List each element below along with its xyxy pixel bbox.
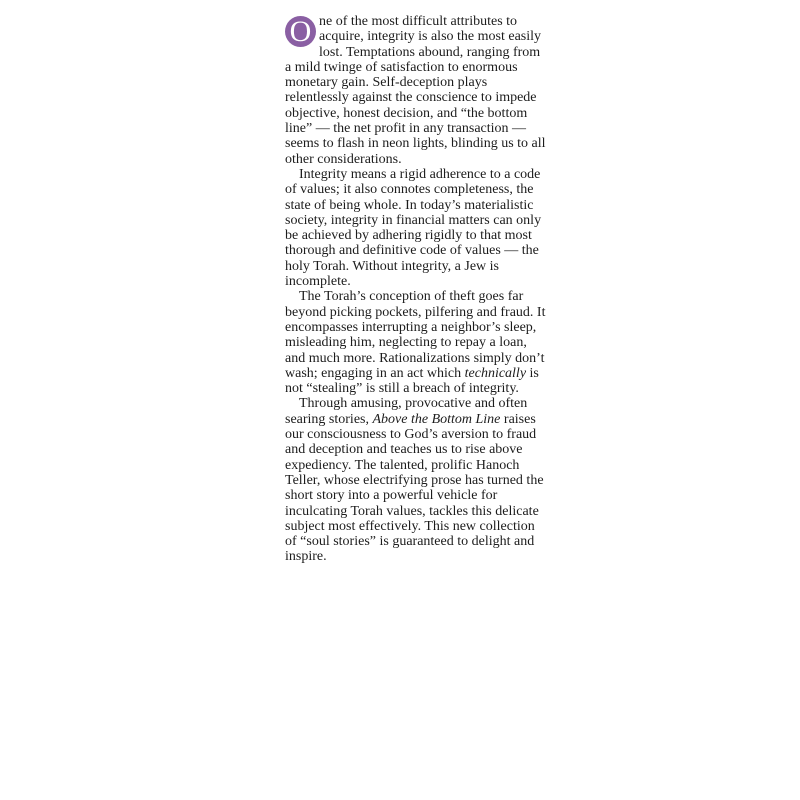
paragraph-3-text-after: is not “stealing” is still a breach of integrity.	[285, 365, 539, 397]
book-title: Above the Bottom Line	[372, 411, 501, 427]
paragraph-3	[285, 289, 547, 396]
article-column	[285, 14, 547, 565]
paragraph-2-text: Integrity means a rigid adherence to a code of values; it also connotes completeness, the state of being whole. In today’s materialistic society, integrity in financial matters can only be achieved by adhering rigidly to that most thorough and definitive code of values — the holy Torah. Without integrity, a Jew is incomplete.	[285, 166, 542, 290]
paragraph-3-text-before: The Torah’s conception of theft goes far beyond picking pockets, pilfering and fraud. It encompasses interrupting a neighbor’s sleep, misleading him, neglecting to repay a loan, and much more. Rationalizations simply don’t wash; engaging in an act which	[285, 289, 546, 381]
paragraph-2	[285, 167, 547, 289]
drop-cap: O	[285, 16, 316, 47]
paragraph-1	[285, 14, 547, 167]
paragraph-3-italic: technically	[464, 365, 527, 381]
paragraph-4-text-before: Through amusing, provocative and often searing stories,	[285, 396, 528, 427]
paragraph-4-text-after: raises our consciousness to God’s aversion to fraud and deception and teaches us to rise above expediency. The talented, prolific Hanoch Teller, whose electrifying prose has turned the short story into a powerful vehicle for inculcating Torah values, tackles this delicate subject most effectively. This new collection of “soul stories” is guaranteed to delight and inspire.	[285, 411, 544, 565]
paragraph-4	[285, 396, 547, 564]
paragraph-1-text: ne of the most difficult attributes to acquire, integrity is also the most easily lost. Temptations abound, ranging from a mild twinge of satisfaction to enormous monetary gain. Self-deception plays relentlessly against the conscience to impede objective, honest decision, and “the bottom line” — the net profit in any transaction — seems to flash in neon lights, blinding us to all other considerations.	[285, 14, 546, 167]
